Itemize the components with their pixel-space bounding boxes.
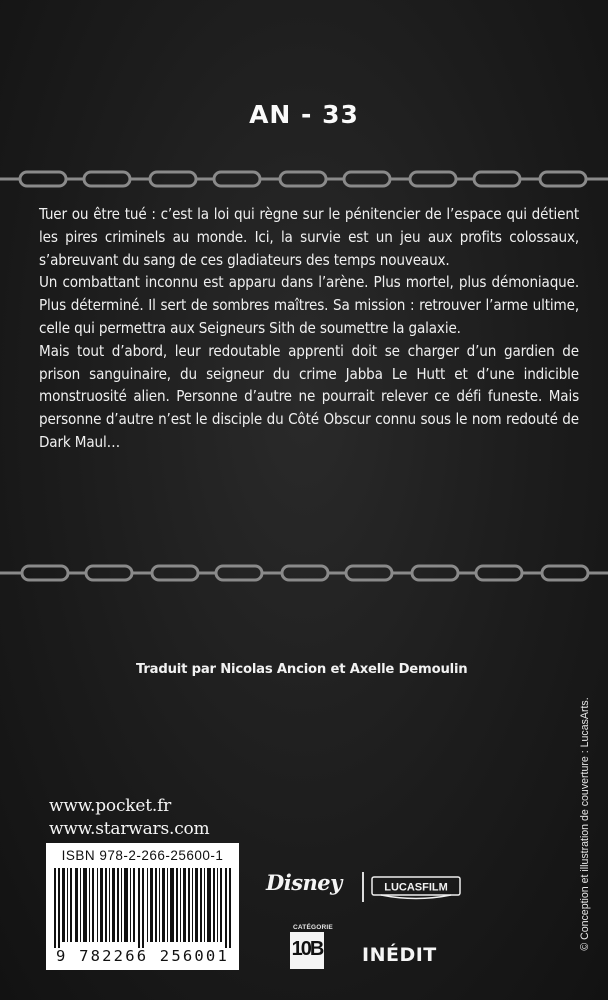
blurb-paragraph: Tuer ou être tué : c’est la loi qui règne sur le pénitencier de l’espace qui détient les pires criminels au monde. Ici, la survie est un jeu aux profits colossaux, s’abreuvant du sang de ces gladiateurs des temps nouveaux. xyxy=(39,205,579,269)
chain-divider-top xyxy=(0,168,608,190)
barcode-number: 9 782266 256001 xyxy=(56,947,229,965)
cover-credit-text: © Conception et illustration de couverture : LucasArts. xyxy=(579,697,591,951)
category-label: CATÉGORIE xyxy=(293,924,333,931)
link-starwars[interactable]: www.starwars.com xyxy=(49,819,210,839)
logo-separator xyxy=(362,872,364,902)
chain-divider-bottom xyxy=(0,562,608,584)
cover-credit-vertical xyxy=(574,660,596,988)
barcode-bars xyxy=(54,868,231,948)
blurb-paragraph: Mais tout d’abord, leur redoutable apprenti doit se charger d’un gardien de prison sanguinaire, du seigneur du crime Jabba Le Hutt et d’une indicible monstruosité alien. Personne d’autre ne pourrait relever ce défi funeste. Mais personne d’autre n’est le disciple du Côté Obscur connu sous le nom redouté de Dark Maul… xyxy=(39,341,579,451)
edition-note: INÉDIT xyxy=(362,944,437,966)
category-badge xyxy=(290,932,324,969)
isbn-barcode xyxy=(46,843,239,970)
link-pocket[interactable]: www.pocket.fr xyxy=(49,796,172,816)
blurb-paragraph: Un combattant inconnu est apparu dans l’arène. Plus mortel, plus démoniaque. Plus déterminé. Il sert de sombres maîtres. Sa mission : retrouver l’arme ultime, celle qui permettra aux Seigneurs Sith de soumettre la galaxie. xyxy=(39,273,579,337)
lucasfilm-logo-text: LUCASFILM xyxy=(384,881,448,894)
lucasfilm-logo xyxy=(371,875,461,901)
blurb xyxy=(39,203,579,454)
translation-credit: Traduit par Nicolas Ancion et Axelle Demoulin xyxy=(136,662,468,677)
category-code: 10B xyxy=(291,938,323,960)
series-code: AN - 33 xyxy=(249,100,359,129)
isbn-label: ISBN 978-2-266-25600-1 xyxy=(61,848,224,863)
disney-logo: Disney xyxy=(266,870,342,895)
